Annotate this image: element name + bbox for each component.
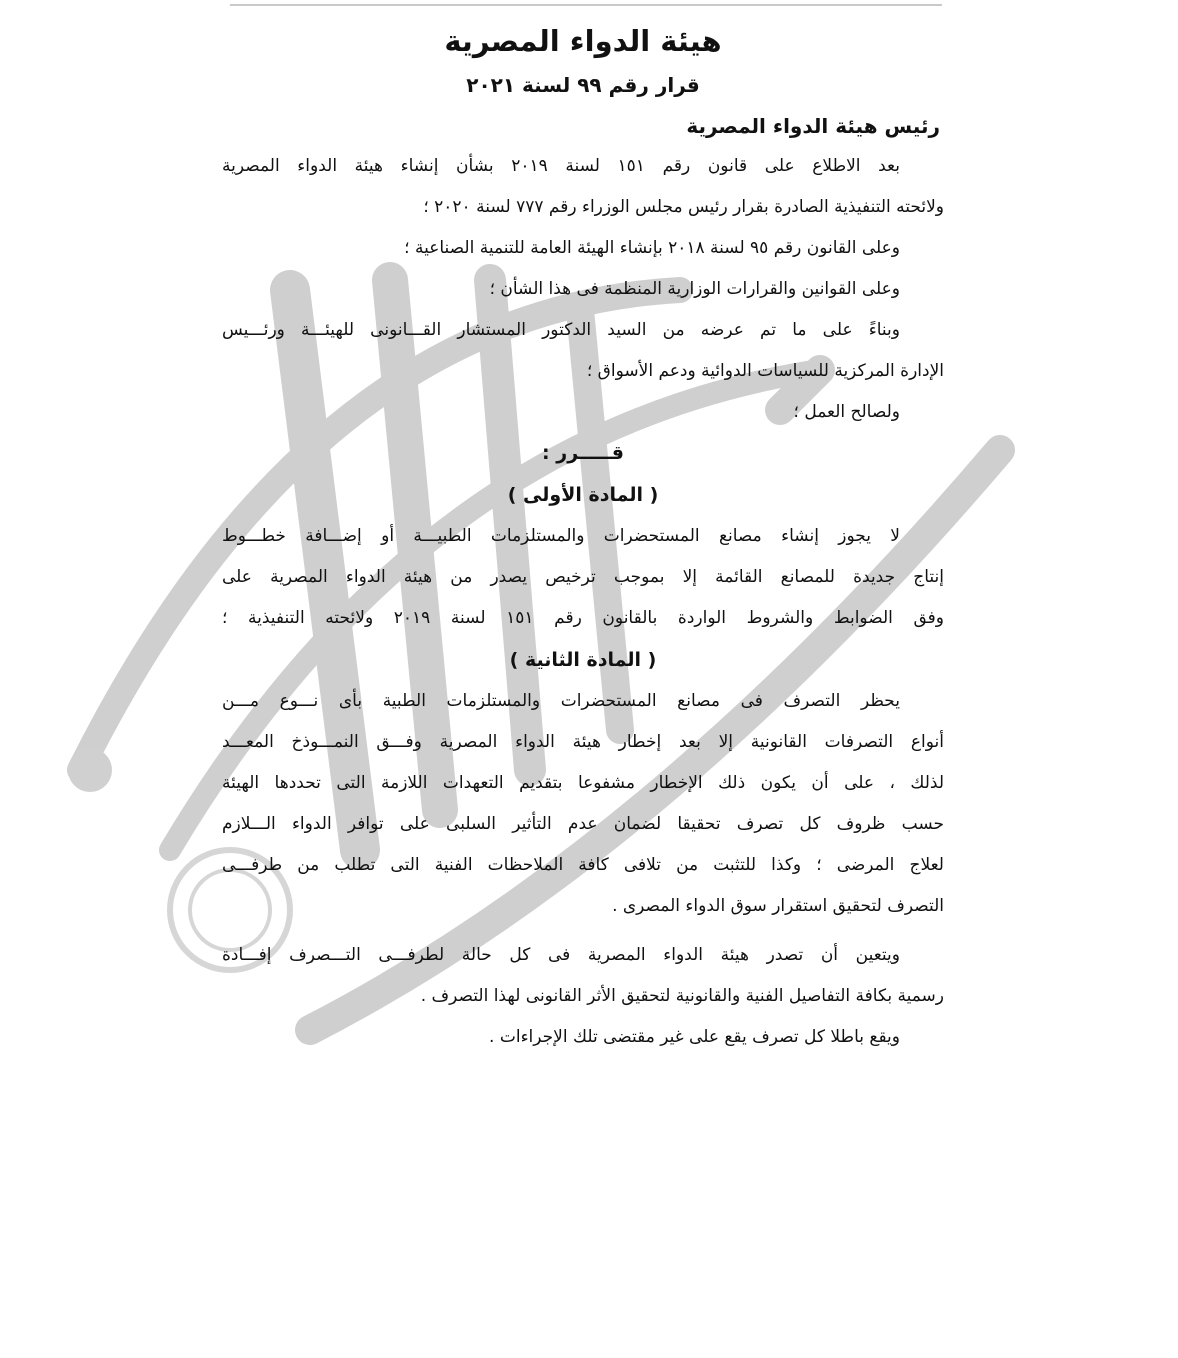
article-line: رسمية بكافة التفاصيل الفنية والقانونية لتحقيق الأثر القانونى لهذا التصرف .: [420, 986, 944, 1006]
preamble: [222, 146, 944, 433]
decided-heading: قـــــرر :: [542, 442, 624, 464]
article-1-heading: ( المادة الأولى ): [507, 484, 659, 506]
preamble-line: وعلى القوانين والقرارات الوزارية المنظمة فى هذا الشأن ؛: [489, 279, 900, 299]
article-line: إنتاج جديدة للمصانع القائمة إلا بموجب ترخيص يصدر من هيئة الدواء المصرية على: [222, 567, 944, 587]
article-line: وفق الضوابط والشروط الواردة بالقانون رقم ١٥١ لسنة ٢٠١٩ ولائحته التنفيذية ؛: [222, 608, 944, 628]
article-line: يحظر التصرف فى مصانع المستحضرات والمستلزمات الطبية بأى نـــوع مـــن: [222, 691, 900, 711]
decree-number: قرار رقم ٩٩ لسنة ٢٠٢١: [466, 73, 700, 97]
preamble-line: ولصالح العمل ؛: [793, 402, 900, 422]
decree-document: [222, 18, 944, 1058]
document-title: هيئة الدواء المصرية: [444, 24, 722, 58]
article-line: التصرف لتحقيق استقرار سوق الدواء المصرى .: [612, 896, 944, 916]
top-rule: [230, 4, 942, 6]
article-1-body: [222, 516, 944, 639]
article-line: لا يجوز إنشاء مصانع المستحضرات والمستلزمات الطبيـــة أو إضـــافة خطـــوط: [222, 526, 900, 546]
article-line: ويتعين أن تصدر هيئة الدواء المصرية فى كل حالة لطرفـــى التـــصرف إفـــادة: [222, 945, 900, 965]
article-2-body: [222, 681, 944, 1058]
preamble-line: الإدارة المركزية للسياسات الدوائية ودعم الأسواق ؛: [586, 361, 944, 381]
article-closing-line: ويقع باطلا كل تصرف يقع على غير مقتضى تلك الإجراءات .: [489, 1027, 900, 1047]
article-line: أنواع التصرفات القانونية إلا بعد إخطار هيئة الدواء المصرية وفـــق النمـــوذخ المعـــد: [222, 732, 944, 752]
preamble-line: وبناءً على ما تم عرضه من السيد الدكتور المستشار القـــانونى للهيئـــة ورئـــيس: [222, 320, 900, 340]
article-2-heading: ( المادة الثانية ): [509, 649, 657, 671]
preamble-line: وعلى القانون رقم ٩٥ لسنة ٢٠١٨ بإنشاء الهيئة العامة للتنمية الصناعية ؛: [404, 238, 900, 258]
article-line: لعلاج المرضى ؛ وكذا للتثبت من تلافى كافة الملاحظات الفنية التى تطلب من طرفـــى: [222, 855, 944, 875]
article-line: لذلك ، على أن يكون ذلك الإخطار مشفوعا بتقديم التعهدات اللازمة التى تحددها الهيئة: [222, 773, 944, 793]
article-line: حسب ظروف كل تصرف تحقيقا لضمان عدم التأثير السلبى على توافر الدواء الـــلازم: [222, 814, 944, 834]
preamble-line: بعد الاطلاع على قانون رقم ١٥١ لسنة ٢٠١٩ بشأن إنشاء هيئة الدواء المصرية: [222, 156, 900, 176]
preamble-line: ولائحته التنفيذية الصادرة بقرار رئيس مجلس الوزراء رقم ٧٧٧ لسنة ٢٠٢٠ ؛: [423, 197, 944, 217]
issuer-line: رئيس هيئة الدواء المصرية: [686, 114, 940, 138]
